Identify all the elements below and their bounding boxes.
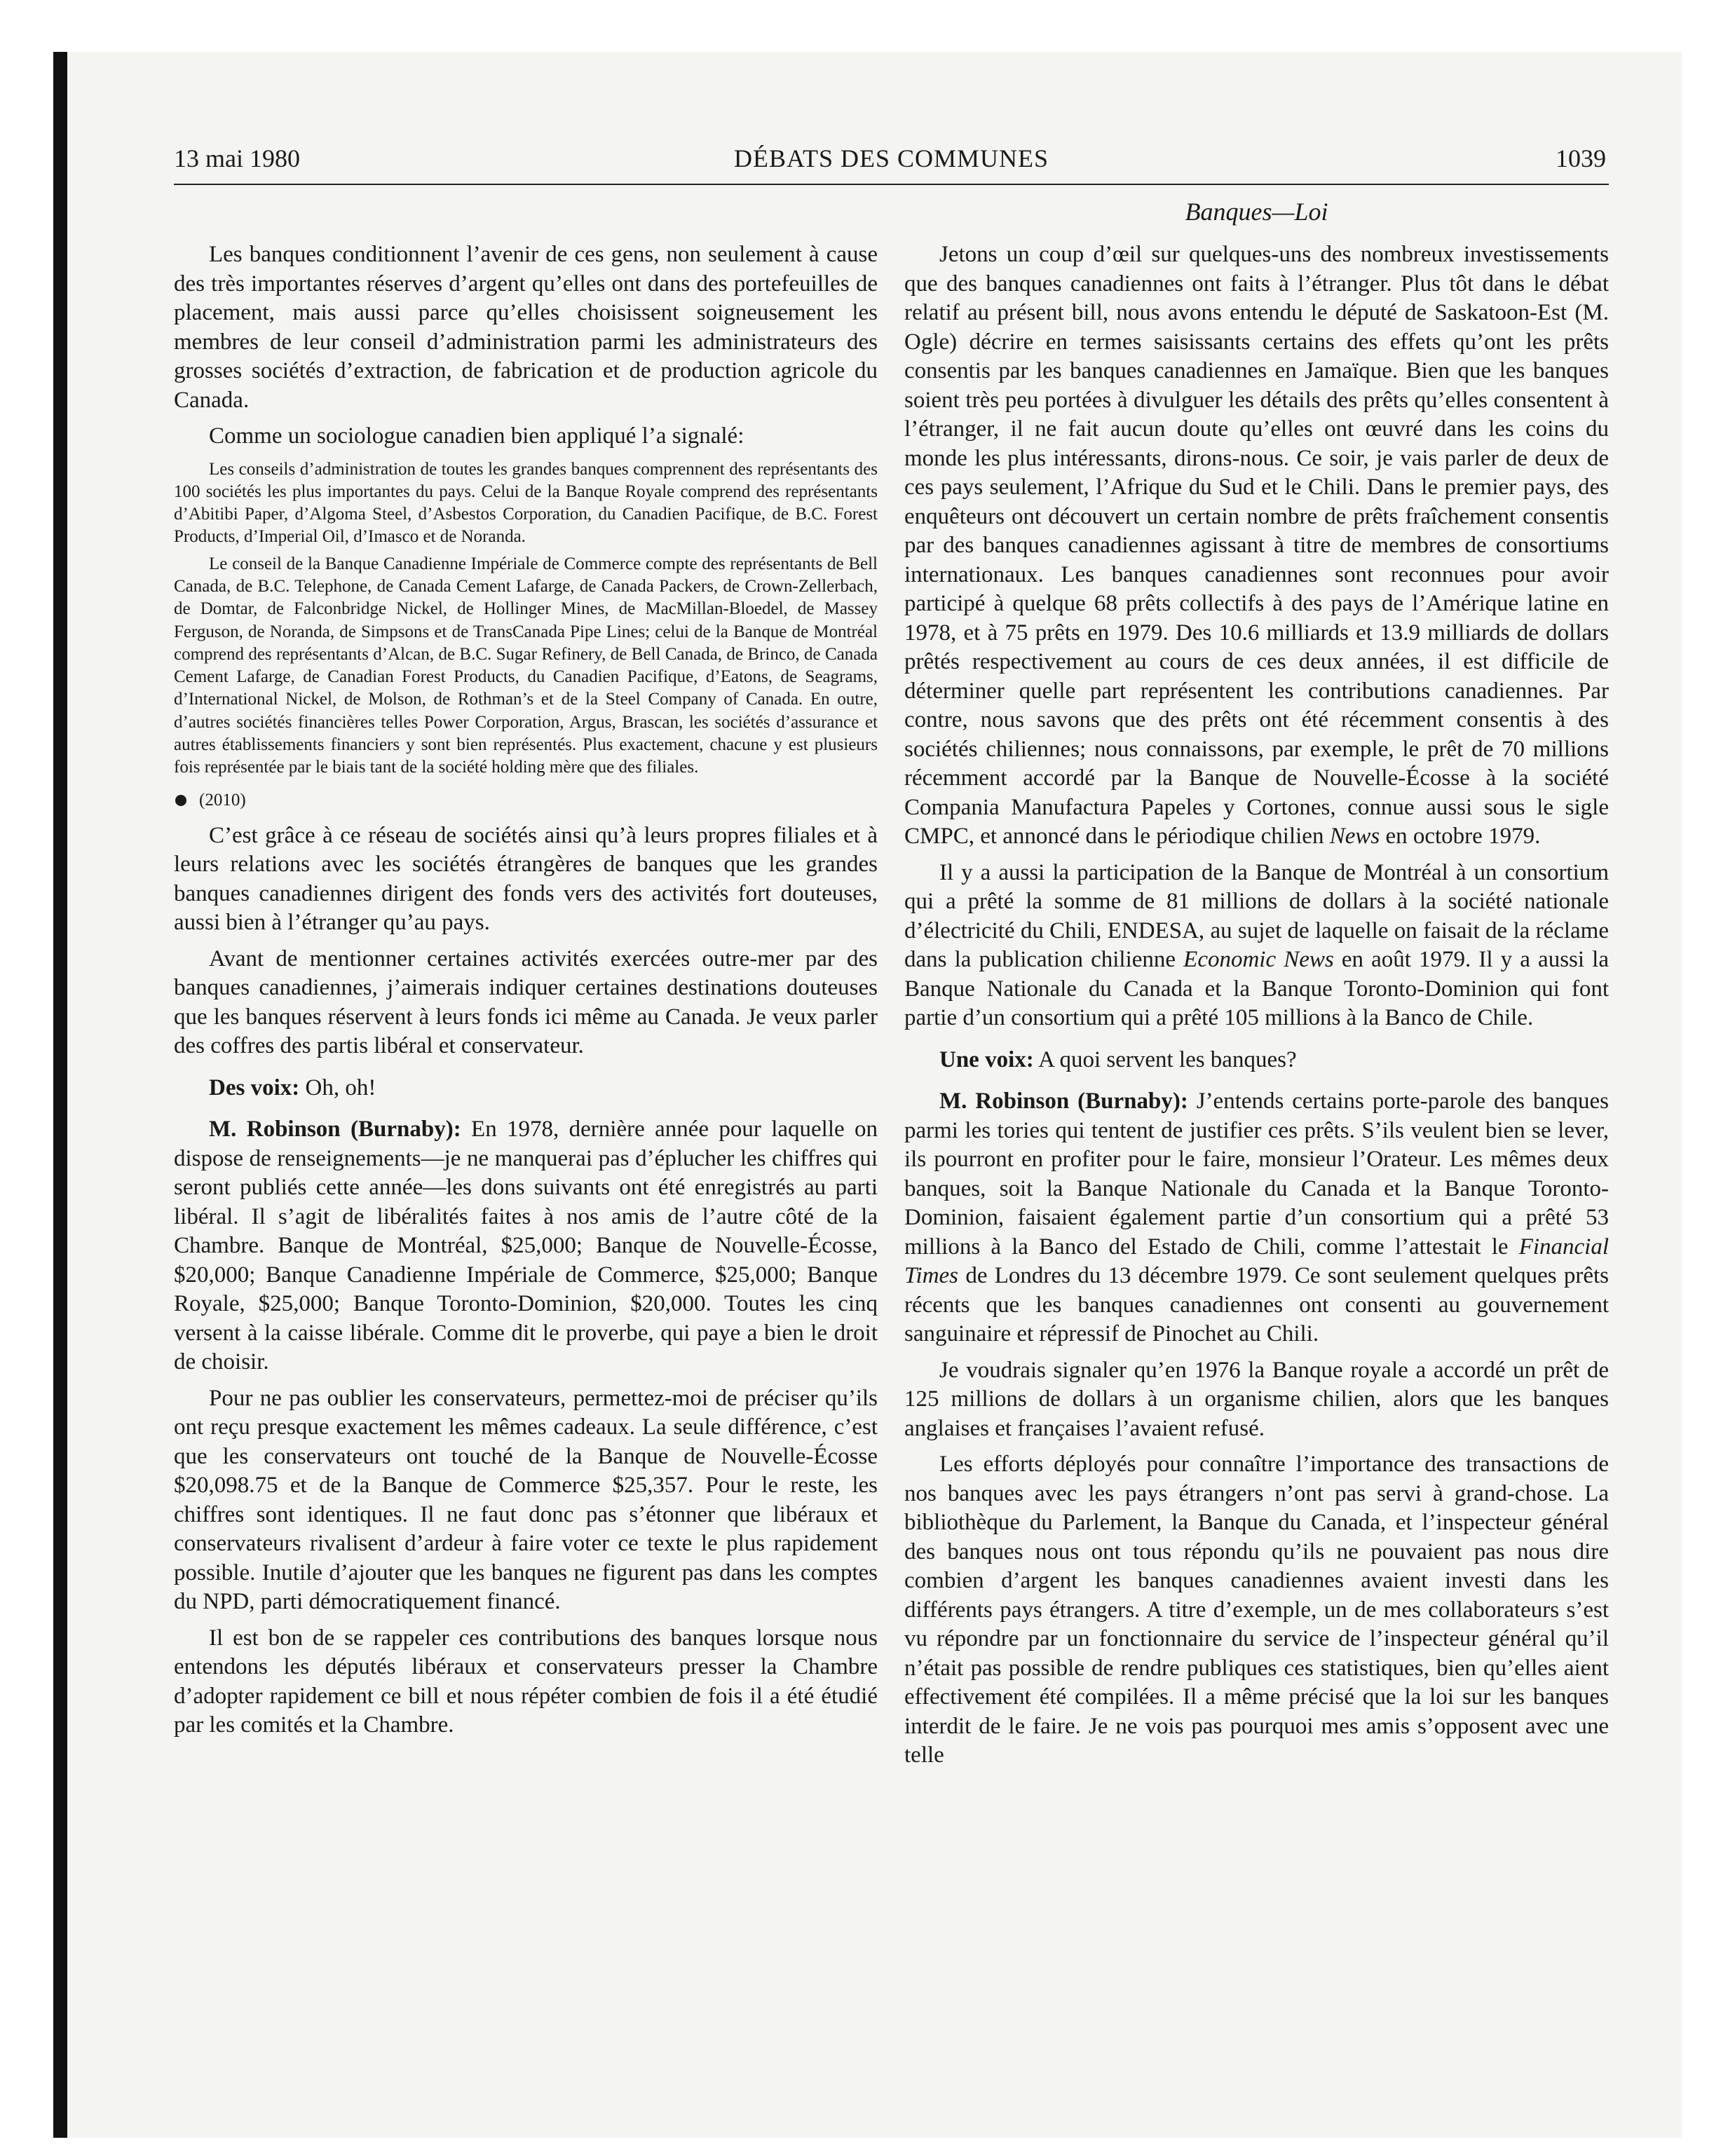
publication-name: Financial Times [904, 1234, 1609, 1288]
left-column [174, 240, 878, 1747]
header-date: 13 mai 1980 [174, 144, 300, 172]
paragraph: Les banques conditionnent l’avenir de ces gens, non seulement à cause des très importantes réserves d’argent qu’elles ont dans des portefeuilles de placement, mais aussi parce qu’elles choisissent soigneusement les membres de leur conseil d’administration parmi les administrateurs des grosses sociétés d’extraction, de fabrication et de production agricole du Canada. [174, 242, 878, 413]
paragraph [904, 859, 1609, 1033]
speech [174, 1115, 878, 1377]
speech [174, 1074, 878, 1103]
speaker-name: Des voix: [209, 1074, 300, 1100]
running-head: Banques—Loi [1185, 198, 1328, 226]
speech-text: A quoi servent les banques? [1033, 1046, 1297, 1072]
speech-text: de Londres du 13 décembre 1979. Ce sont seulement quelques prêts récents que les banques canadiennes ont consenti au gouvernement sanguinaire et répressif de Pinochet au Chili. [904, 1263, 1609, 1346]
speech-text: J’entends certains porte-parole des banques parmi les tories qui tentent de justifier ces prêts. S’ils veulent bien se lever, ils pourront en profiter pour le faire, monsieur l’Orateur. Les mêmes deux banques, soit la Banque Nationale du Canada et la Banque Toronto-Dominion, faisaient également partie d’un consortium qui a prêté 53 millions à la Banco del Estado de Chili, comme l’attestait le [904, 1089, 1609, 1260]
text-run: en août 1979. Il y a aussi la Banque Nationale du Canada et la Banque Toronto-Dominion qui font partie d’un consortium qui a prêté 105 millions à la Banco de Chile. [904, 947, 1609, 1030]
speaker-name: Une voix: [939, 1046, 1034, 1072]
scan-edge-shadow [53, 52, 67, 2138]
paragraph: Avant de mentionner certaines activités exercées outre-mer par des banques canadiennes, j’aimerais indiquer certaines destinations douteuses que les banques réservent à leurs fonds ici même au Canada. Je veux parler des coffres des partis libéral et conservateur. [174, 946, 878, 1059]
paragraph: Pour ne pas oublier les conservateurs, permettez-moi de préciser qu’ils ont reçu presque exactement les mêmes cadeaux. La seule différence, c’est que les conservateurs ont touché de la Banque de Nouvelle-Écosse $20,098.75 et de la Banque de Commerce $25,357. Pour le reste, les chiffres sont identiques. Il ne faut donc pas s’étonner que libéraux et conservateurs rivalisent d’ardeur à faire voter ce texte le plus rapidement possible. Inutile d’ajouter que les banques ne figurent pas dans les comptes du NPD, parti démocratiquement financé. [174, 1385, 878, 1615]
header-title: DÉBATS DES COMMUNES [733, 144, 1049, 172]
text-run: Il y a aussi la participation de la Banque de Montréal à un consortium qui a prêté la somme de 81 millions de dollars à la société nationale d’électricité du Chili, ENDESA, au sujet de laquelle on faisait de la réclame dans la publication chilienne [904, 859, 1609, 972]
page-number: 1039 [1556, 144, 1606, 172]
speaker-name: M. Robinson (Burnaby): [939, 1089, 1188, 1114]
publication-name: News [1329, 824, 1380, 849]
speech-text: Oh, oh! [299, 1074, 376, 1100]
text-run: en octobre 1979. [1380, 824, 1541, 849]
bullet-icon [175, 795, 186, 806]
paragraph: C’est grâce à ce réseau de sociétés ainsi qu’à leurs propres filiales et à leurs relations avec les sociétés étrangères de banques que les grandes banques canadiennes dirigent des fonds vers des activités fort douteuses, aussi bien à l’étranger qu’au pays. [174, 822, 878, 936]
right-column [904, 240, 1609, 1778]
block-quote: Les conseils d’administration de toutes les grandes banques comprennent des représentants des 100 sociétés les plus importantes du pays. Celui de la Banque Royale comprend des représentants d’Abitibi Paper, d’Algoma Steel, d’Asbestos Corporation, du Canadien Pacifique, de B.C. Forest Products, d’Imperial Oil, d’Imasco et de Noranda. [174, 459, 878, 547]
time-marker [174, 789, 878, 812]
publication-name: Economic News [1183, 947, 1334, 972]
text-run: Jetons un coup d’œil sur quelques-uns des nombreux investissements que des banques canadiennes ont faits à l’étranger. Plus tôt dans le débat relatif au présent bill, nous avons entendu le député de Saskatoon-Est (M. Ogle) décrire en termes saisissants certains des effets qu’ont les prêts consentis par les banques canadiennes en Jamaïque. Bien que les banques soient très peu portées à divulguer les détails des prêts qu’elles consentent à l’étranger, il ne fait aucun doute qu’elles ont œuvré dans les coins du monde les plus intéressants, dirons-nous. Ce soir, je vais parler de deux de ces pays seulement, l’Afrique du Sud et le Chili. Dans le premier pays, des enquêteurs ont découvert un certain nombre de prêts fraîchement consentis par des banques canadiennes agissant à titre de membres de consortiums internationaux. Les banques canadiennes sont reconnues pour avoir participé à quelque 68 prêts collectifs à des pays de l’Amérique latine en 1978, et à 75 prêts en 1979. Des 10.6 milliards et 13.9 milliards de dollars prêtés respectivement au cours de ces deux années, il est difficile de déterminer quelle part représentent les contributions canadiennes. Par contre, nous savons que des prêts ont été récemment consentis à des sociétés chiliennes; nous connaissons, par exemple, le prêt de 70 millions récemment accordé par la Banque de Nouvelle-Écosse à la société Compania Manufactura Papeles y Cortones, connue aussi sous le sigle CMPC, et annoncé dans le périodique chilien [904, 242, 1609, 849]
speech [904, 1087, 1609, 1349]
paragraph: Les efforts déployés pour connaître l’importance des transactions de nos banques avec les pays étrangers n’ont pas servi à grand-chose. La bibliothèque du Parlement, la Banque du Canada, et l’inspecteur général des banques nous ont tous répondu qu’ils ne pouvaient pas nous dire combien d’argent les banques canadiennes avaient investi dans les différents pays étrangers. A titre d’exemple, un de mes collaborateurs s’est vu répondre par un fonctionnaire du service de l’inspecteur général qu’il n’était pas possible de rendre publiques ces statistiques, bien qu’elles aient effectivement été compilées. Il a même précisé que la loi sur les banques interdit de le faire. Je ne vois pas pourquoi mes amis s’opposent avec une telle [904, 1452, 1609, 1768]
speech-text: En 1978, dernière année pour laquelle on dispose de renseignements—je ne manquerai pas d’éplucher les chiffres qui seront publiés cette année—les dons suivants ont été enregistrés au parti libéral. Il s’agit de libéralités faites à nos amis de l’autre côté de la Chambre. Banque de Montréal, $25,000; Banque de Nouvelle-Écosse, $20,000; Banque Canadienne Impériale de Commerce, $25,000; Banque Royale, $25,000; Banque Toronto-Dominion, $20,000. Toutes les cinq versent à la caisse libérale. Comme dit le proverbe, qui paye a bien le droit de choisir. [174, 1117, 878, 1375]
paragraph: Comme un sociologue canadien bien appliqué l’a signalé: [209, 423, 744, 449]
paragraph: Je voudrais signaler qu’en 1976 la Banque royale a accordé un prêt de 125 millions de dollars à un organisme chilien, alors que les banques anglaises et françaises l’avaient refusé. [904, 1357, 1609, 1441]
time-marker-label: (2010) [199, 790, 246, 810]
block-quote: Le conseil de la Banque Canadienne Impériale de Commerce compte des représentants de Bell Canada, de B.C. Telephone, de Canada Cement Lafarge, de Canada Packers, de Crown-Zellerbach, de Domtar, de Falconbridge Nickel, de Hollinger Mines, de MacMillan-Bloedel, de Massey Ferguson, de Noranda, de Simpsons et de TransCanada Pipe Lines; celui de la Banque de Montréal comprend des représentants d’Alcan, de B.C. Sugar Refinery, de Bell Canada, de Brinco, de Canada Cement Lafarge, de Canadian Forest Products, du Canadien Pacifique, d’Eatons, de Seagrams, d’International Nickel, de Molson, de Rothman’s et de la Steel Company of Canada. En outre, d’autres sociétés financières telles Power Corporation, Argus, Brascan, les sociétés d’assurance et autres établissements financiers y sont bien représentés. Plus exactement, chacune y est plusieurs fois représentée par le biais tant de la société holding mère que des filiales. [174, 554, 878, 777]
page-header [174, 144, 1609, 185]
paragraph: Il est bon de se rappeler ces contributions des banques lorsque nous entendons les députés libéraux et conservateurs presser la Chambre d’adopter rapidement ce bill et nous répéter combien de fois il a été étudié par les comités et la Chambre. [174, 1625, 878, 1738]
speech [904, 1046, 1609, 1075]
paragraph [904, 240, 1609, 852]
speaker-name: M. Robinson (Burnaby): [209, 1117, 461, 1142]
